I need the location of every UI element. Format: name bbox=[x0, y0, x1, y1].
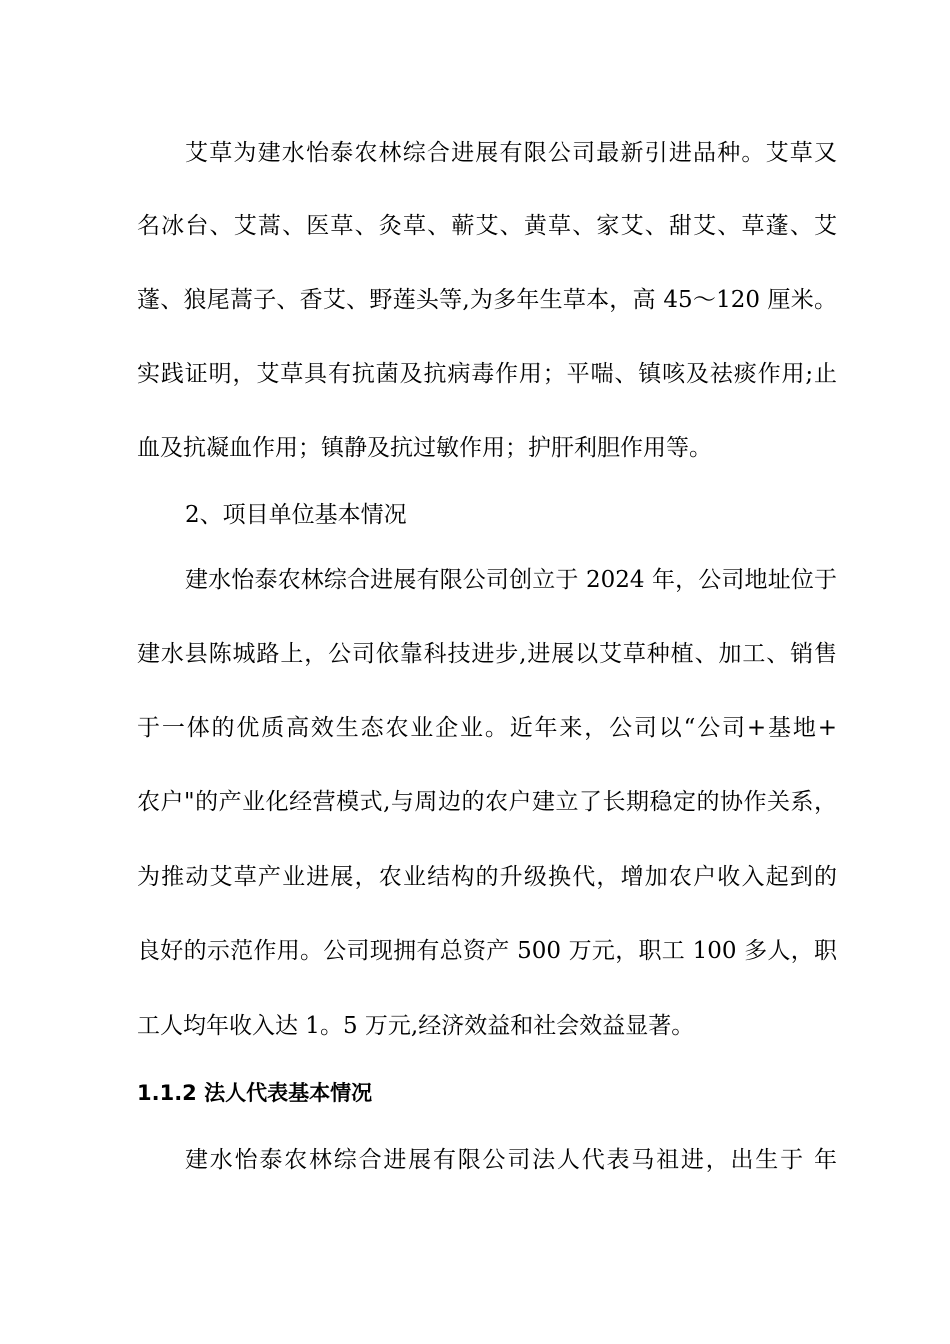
section112-line-1: 建水怡泰农林综合进展有限公司法人代表马祖进，出生于 年 bbox=[185, 1147, 837, 1173]
section2-line-7: 工人均年收入达 1。5 万元,经济效益和社会效益显著。 bbox=[137, 1013, 695, 1039]
section2-line-3: 于一体的优质高效生态农业企业。近年来，公司以“公司+基地+ bbox=[137, 715, 837, 741]
paragraph1-line-2: 名冰台、艾蒿、医草、灸草、蕲艾、黄草、家艾、甜艾、草蓬、艾 bbox=[137, 213, 837, 239]
section2-title: 2、项目单位基本情况 bbox=[185, 502, 407, 528]
section2-line-4: 农户"的产业化经营模式,与周边的农户建立了长期稳定的协作关系， bbox=[137, 789, 837, 815]
paragraph1-line-1: 艾草为建水怡泰农林综合进展有限公司最新引进品种。艾草又 bbox=[185, 140, 837, 166]
section2-line-2: 建水县陈城路上，公司依靠科技进步,进展以艾草种植、加工、销售 bbox=[137, 641, 837, 667]
paragraph1-line-3: 蓬、狼尾蒿子、香艾、野莲头等,为多年生草本，高 45～120 厘米。 bbox=[137, 287, 837, 313]
section2-line-1: 建水怡泰农林综合进展有限公司创立于 2024 年，公司地址位于 bbox=[185, 567, 837, 593]
section2-line-5: 为推动艾草产业进展，农业结构的升级换代，增加农户收入起到的 bbox=[137, 864, 837, 890]
section112-title: 1.1.2 法人代表基本情况 bbox=[137, 1081, 373, 1105]
section2-line-6: 良好的示范作用。公司现拥有总资产 500 万元，职工 100 多人，职 bbox=[137, 938, 837, 964]
paragraph1-line-4: 实践证明，艾草具有抗菌及抗病毒作用；平喘、镇咳及祛痰作用;止 bbox=[137, 361, 837, 387]
paragraph1-line-5: 血及抗凝血作用；镇静及抗过敏作用；护肝利胆作用等。 bbox=[137, 435, 712, 461]
